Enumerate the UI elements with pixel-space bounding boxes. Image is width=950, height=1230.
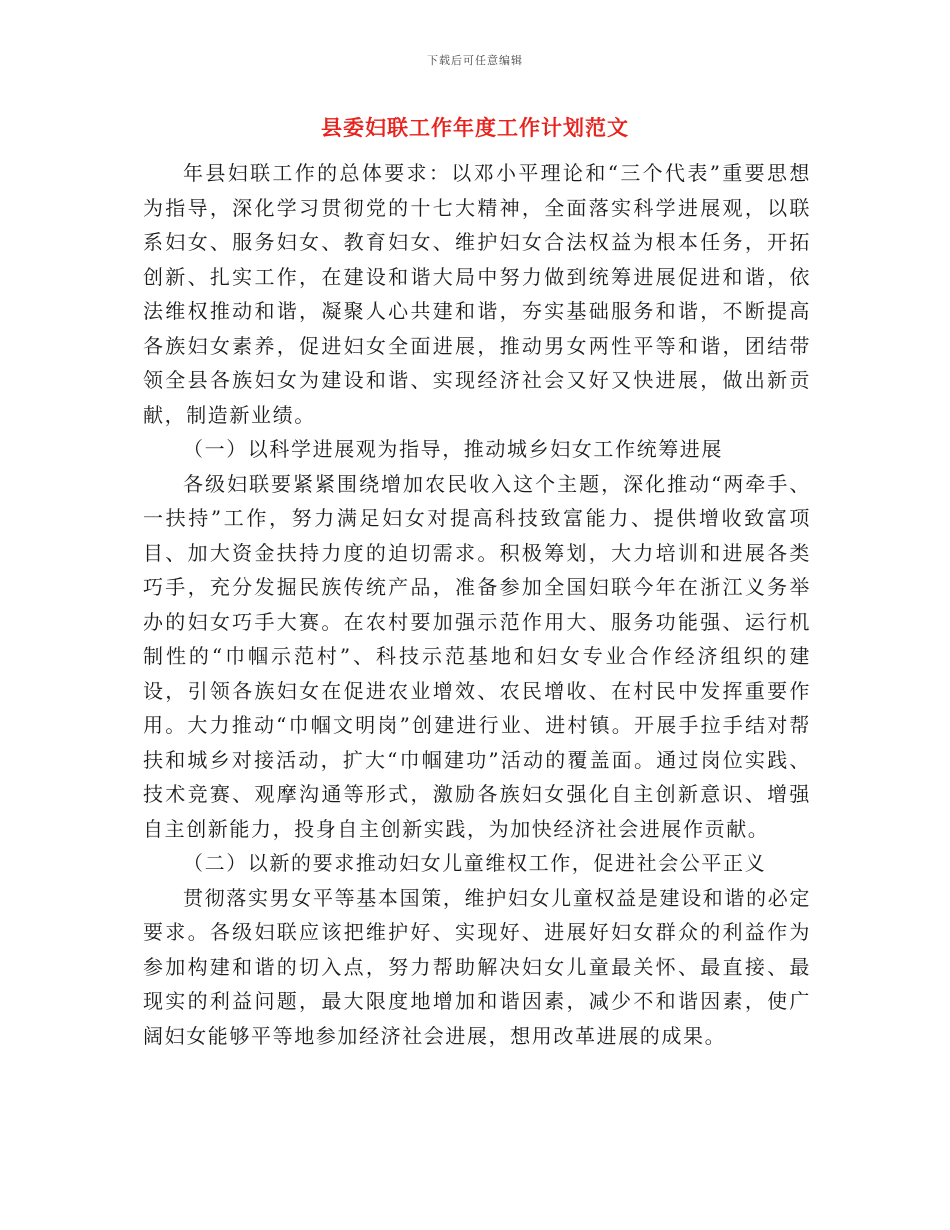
page-header: 下载后可任意编辑 bbox=[427, 54, 523, 67]
document-title: 县委妇联工作年度工作计划范文 bbox=[321, 116, 629, 140]
section-heading-1: （一）以科学进展观为指导，推动城乡妇女工作统筹进展 bbox=[183, 437, 723, 461]
section-heading-2: （二）以新的要求推动妇女儿童维权工作，促进社会公平正义 bbox=[183, 851, 767, 875]
section-2-paragraph: 贯彻落实男女平等基本国策，维护妇女儿童权益是建设和谐的必定要求。各级妇联应该把维护好、实现好、进展好妇女群众的利益作为参加构建和谐的切入点，努力帮助解决妇女儿童最关怀、最直接、最现实的利益问题，最大限度地增加和谐因素，减少不和谐因素，使广阔妇女能够平等地参加经济社会进展，想用改革进展的成果。 bbox=[143, 885, 811, 1048]
document-body bbox=[143, 156, 811, 1053]
section-1-paragraph: 各级妇联要紧紧围绕增加农民收入这个主题，深化推动“两牵手、一扶持”工作，努力满足妇女对提高科技致富能力、提供增收致富项目、加大资金扶持力度的迫切需求。积极筹划，大力培训和进展各类巧手，充分发掘民族传统产品，准备参加全国妇联今年在浙江义务举办的妇女巧手大赛。在农村要加强示范作用大、服务功能强、运行机制性的“巾帼示范村”、科技示范基地和妇女专业合作经济组织的建设，引领各族妇女在促进农业增效、农民增收、在村民中发挥重要作用。大力推动“巾帼文明岗”创建进行业、进村镇。开展手拉手结对帮扶和城乡对接活动，扩大“巾帼建功”活动的覆盖面。通过岗位实践、技术竞赛、观摩沟通等形式，激励各族妇女强化自主创新意识、增强自主创新能力，投身自主创新实践，为加快经济社会进展作贡献。 bbox=[143, 471, 811, 841]
intro-paragraph: 年县妇联工作的总体要求：以邓小平理论和“三个代表”重要思想为指导，深化学习贯彻党的十七大精神，全面落实科学进展观，以联系妇女、服务妇女、教育妇女、维护妇女合法权益为根本任务，开拓创新、扎实工作，在建设和谐大局中努力做到统筹进展促进和谐，依法维权推动和谐，凝聚人心共建和谐，夯实基础服务和谐，不断提高各族妇女素养，促进妇女全面进展，推动男女两性平等和谐，团结带领全县各族妇女为建设和谐、实现经济社会又好又快进展，做出新贡献，制造新业绩。 bbox=[143, 161, 811, 427]
